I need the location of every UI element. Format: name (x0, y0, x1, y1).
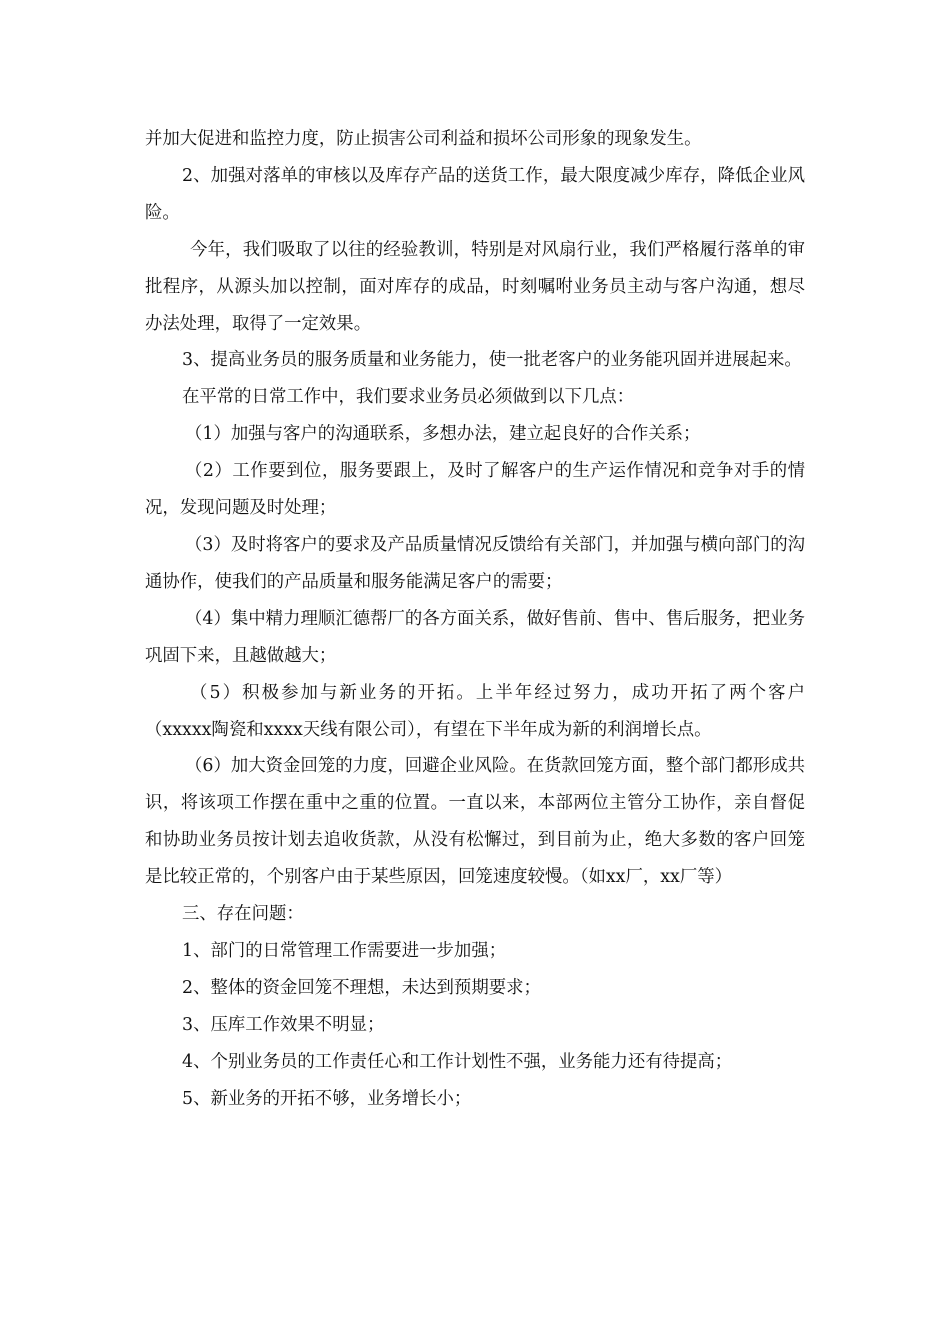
paragraph-point-6: （6）加大资金回笼的力度，回避企业风险。在货款回笼方面，整个部门都形成共识，将该项工作摆在重中之重的位置。一直以来，本部两位主管分工协作，亲自督促和协助业务员按计划去追收货款，从没有松懈过，到目前为止，绝大多数的客户回笼是比较正常的，个别客户由于某些原因，回笼速度较慢。（如xx厂，xx厂等） (145, 756, 805, 888)
paragraph-this-year: 今年，我们吸取了以往的经验教训，特别是对风扇行业，我们严格履行落单的审批程序，从源头加以控制，面对库存的成品，时刻嘱咐业务员主动与客户沟通，想尽办法处理，取得了一定效果。 (145, 239, 805, 334)
issue-item-2: 2、整体的资金回笼不理想，未达到预期要求； (182, 977, 541, 998)
paragraph-requirements-intro: 在平常的日常工作中，我们要求业务员必须做到以下几点： (182, 387, 635, 408)
paragraph-item-2: 2、加强对落单的审核以及库存产品的送货工作，最大限度减少库存，降低企业风险。 (145, 165, 805, 223)
paragraph-point-1: （1）加强与客户的沟通联系，多想办法，建立起良好的合作关系； (185, 424, 701, 445)
paragraph-point-5: （5）积极参加与新业务的开拓。上半年经过努力，成功开拓了两个客户（xxxxx陶瓷和xxxx天线有限公司），有望在下半年成为新的利润增长点。 (145, 682, 805, 740)
paragraph-point-4: （4）集中精力理顺汇德帮厂的各方面关系，做好售前、售中、售后服务，把业务巩固下来，且越做越大； (145, 608, 805, 666)
paragraph-continuation: 并加大促进和监控力度，防止损害公司利益和损坏公司形象的现象发生。 (145, 129, 702, 149)
issue-item-3: 3、压库工作效果不明显； (182, 1014, 385, 1035)
issue-item-5: 5、新业务的开拓不够，业务增长小； (182, 1088, 472, 1109)
issue-item-4: 4、个别业务员的工作责任心和工作计划性不强，业务能力还有待提高； (182, 1051, 733, 1072)
document-body (145, 121, 805, 1117)
paragraph-point-3: （3）及时将客户的要求及产品质量情况反馈给有关部门，并加强与横向部门的沟通协作，使我们的产品质量和服务能满足客户的需要； (145, 534, 805, 592)
issue-item-1: 1、部门的日常管理工作需要进一步加强； (182, 940, 507, 961)
paragraph-item-3: 3、提高业务员的服务质量和业务能力，使一批老客户的业务能巩固并进展起来。 (182, 350, 802, 371)
paragraph-point-2: （2）工作要到位，服务要跟上，及时了解客户的生产运作情况和竞争对手的情况，发现问题及时处理； (145, 461, 805, 519)
section-heading-issues: 三、存在问题： (182, 904, 304, 925)
